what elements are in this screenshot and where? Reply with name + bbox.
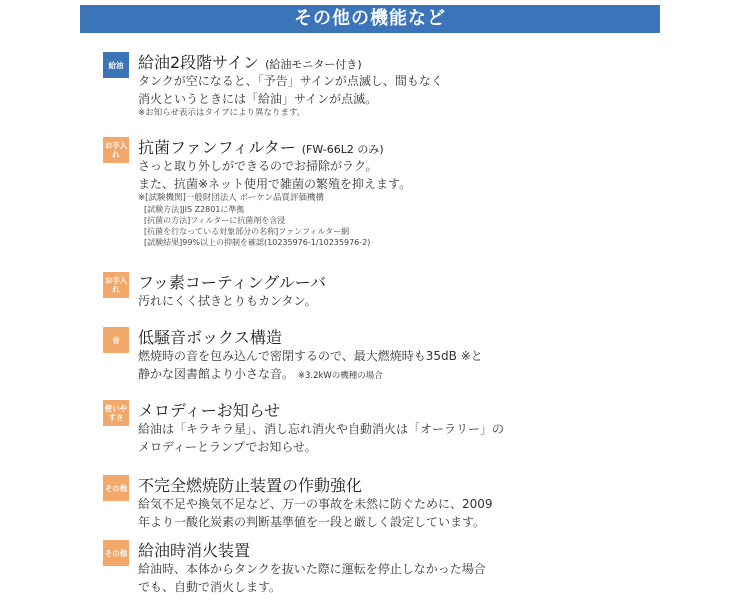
test-result: [試験結果]99%以上の抑制を確認(10235976-1/10235976-2) (144, 238, 371, 247)
feature-title: 給油時消火装置 (138, 541, 251, 560)
feature-description: 汚れにくく拭きとりもカンタン。 (138, 294, 317, 308)
feature-title: 不完全燃焼防止装置の作動強化 (138, 476, 363, 495)
feature-description: 給気不足や換気不足など、万一の事故を未然に防ぐために、2009 年より一酸化炭素の判断基準値を一段と厳しく設定しています。 (138, 497, 493, 529)
feature-title: メロディーお知らせ (138, 401, 281, 420)
feature-fluorine-louver (103, 270, 663, 315)
refuel-badge: 給油 (103, 52, 129, 78)
feature-description: さっと取り外しができるのでお掃除がラク。 また、抗菌※ネット使用で雑菌の繁殖を抑えます。 ※[試験機関]一般財団法人 ボーケン品質評価機構 [試験方法]JIS Z2801に準拠 [抗菌の方法]フィルターに抗菌剤を含浸 [抗菌を行なっている対象部分の名称]ファンフィルター網 [試験結果]99%以上の抑制を確認(10235976-1/10235976-2) (138, 159, 412, 247)
feature-description: 給油時、本体からタンクを抜いた際に運転を停止しなかった場合 でも、自動で消火します。 (138, 562, 486, 594)
care-badge: お手入れ (103, 272, 129, 298)
feature-title: 給油2段階サイン (給油モニター付き) (138, 53, 362, 72)
other-badge: その他 (103, 540, 129, 566)
test-target-part: [抗菌を行なっている対象部分の名称]ファンフィルター網 (144, 227, 350, 236)
feature-antibacterial-filter (103, 135, 663, 265)
feature-incomplete-combustion-prevention (103, 473, 663, 533)
feature-title: フッ素コーティングルーバ (138, 273, 327, 292)
page-title: その他の機能など (80, 5, 660, 33)
feature-title-note: (FW-66L2 のみ) (301, 143, 384, 156)
feature-footnote: ※3.2kWの機種の場合 (297, 371, 383, 381)
feature-description: タンクが空になると、「予告」サインが点滅し、間もなく 消火というときには「給油」サインが点滅。 ※お知らせ表示はタイプにより異なります。 (138, 74, 443, 118)
test-antibacterial-method: [抗菌の方法]フィルターに抗菌剤を含浸 (144, 216, 286, 225)
feature-footnote: ※お知らせ表示はタイプにより異なります。 (138, 108, 306, 118)
feature-title: 低騒音ボックス構造 (138, 328, 282, 347)
feature-title-note: (給油モニター付き) (265, 58, 362, 71)
feature-refuel-sign (103, 50, 663, 125)
feature-low-noise (103, 325, 663, 390)
feature-description: 燃焼時の音を包み込んで密閉するので、最大燃焼時も35dB ※と 静かな図書館より小さな音。 ※3.2kWの機種の場合 (138, 349, 483, 381)
feature-footnote: ※[試験機関]一般財団法人 ボーケン品質評価機構 (138, 193, 325, 203)
feature-melody-notice (103, 398, 663, 463)
test-method: [試験方法]JIS Z2801に準拠 (144, 205, 245, 214)
feature-refuel-extinguish (103, 538, 663, 598)
usability-badge: 使いやすさ (103, 400, 129, 426)
care-badge: お手入れ (103, 137, 129, 163)
feature-description: 給油は「キラキラ星」、消し忘れ消火や自動消火は「オーラリー」の メロディーとランプでお知らせ。 (138, 422, 505, 454)
other-badge: その他 (103, 475, 129, 501)
sound-badge: 音 (103, 327, 129, 353)
feature-title: 抗菌ファンフィルター (FW-66L2 のみ) (138, 138, 384, 157)
